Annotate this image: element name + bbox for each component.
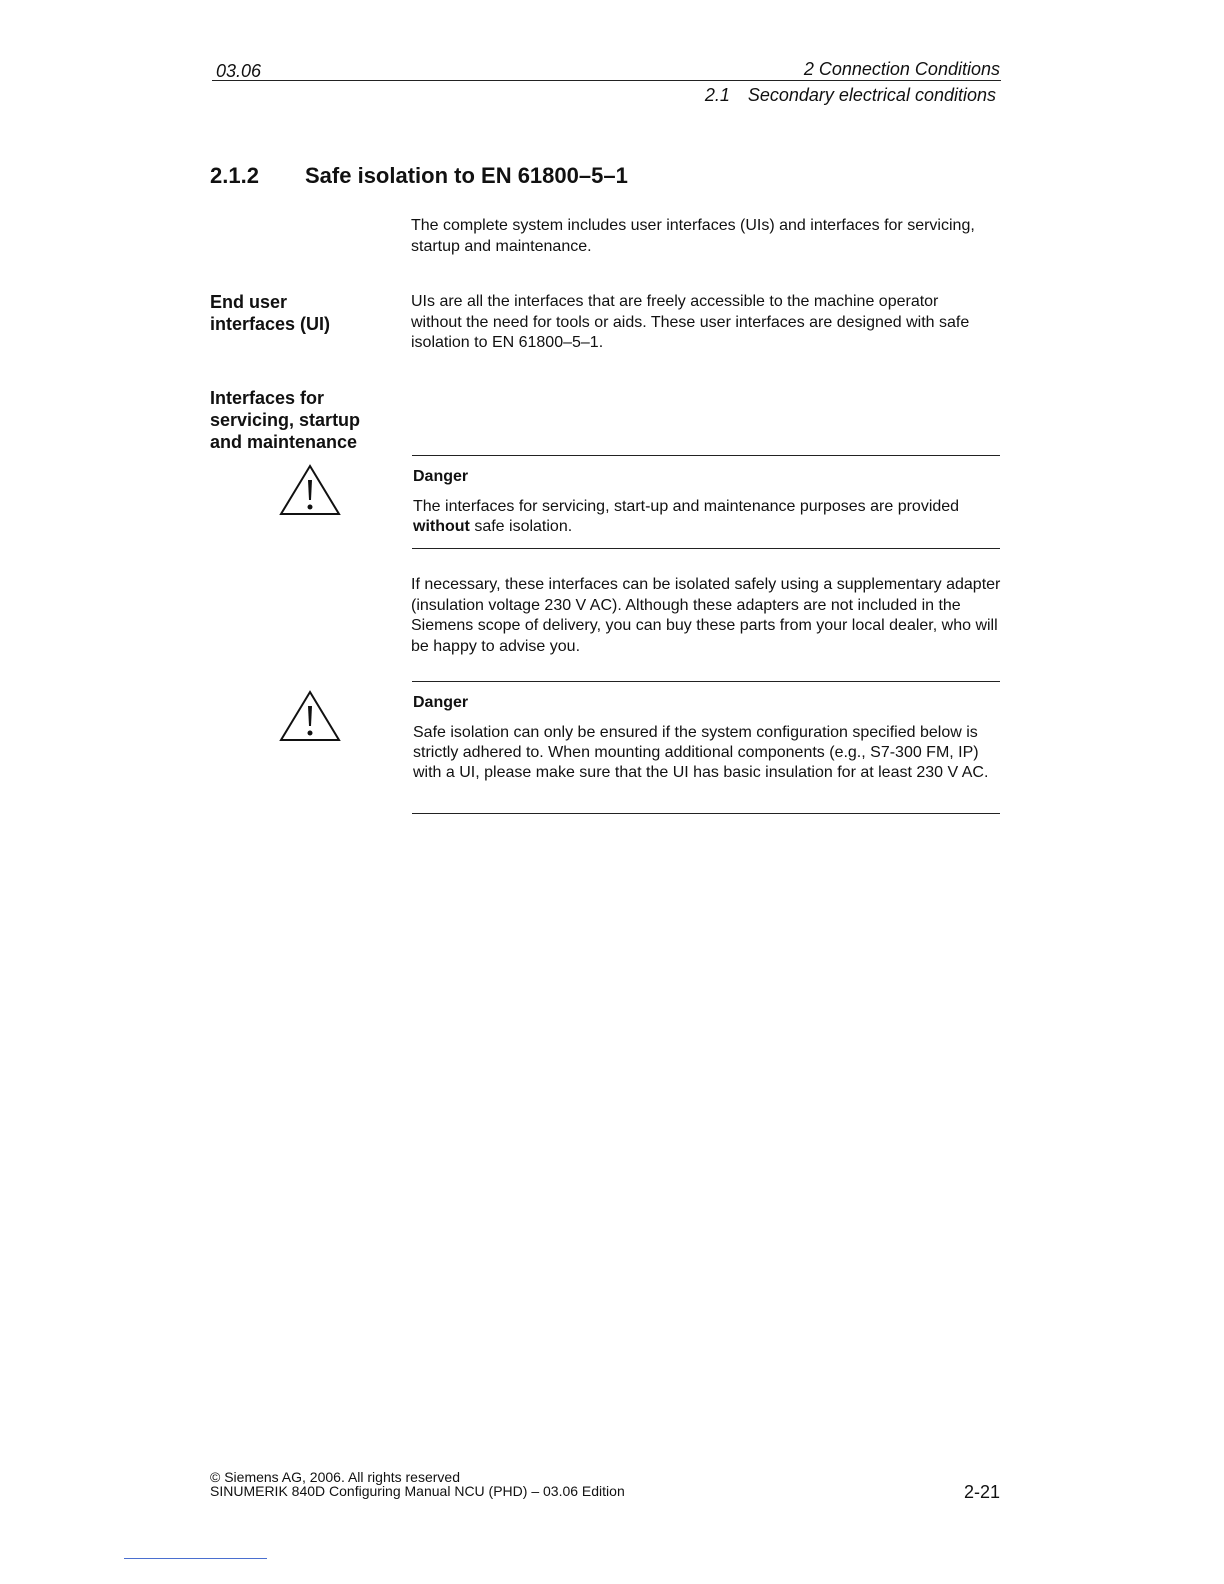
bottom-link-underline[interactable]	[124, 1558, 267, 1559]
danger1-text-bold: without	[413, 518, 470, 535]
danger2-title: Danger	[413, 694, 469, 711]
danger2-bottom-rule	[412, 813, 1000, 814]
danger2-top-rule	[412, 681, 1000, 682]
adapter-paragraph: If necessary, these interfaces can be isolated safely using a supplementary adapter (insulation voltage 230 V AC). Although these adapters are not included in the Siemens scope of delivery, you can buy these parts from your local dealer, who will be happy to advise you.	[411, 576, 1001, 655]
warning-triangle-icon	[278, 462, 342, 518]
footer	[210, 1470, 625, 1498]
servicing-heading-line2: servicing, startup	[210, 410, 361, 430]
end-user-heading	[210, 291, 395, 335]
end-user-paragraph: UIs are all the interfaces that are freely accessible to the machine operator without the need for tools or aids. These user interfaces are designed with safe isolation to EN 61800–5–1.	[411, 293, 970, 351]
servicing-heading-line3: and maintenance	[210, 432, 358, 452]
end-user-heading-line2: interfaces (UI)	[210, 314, 331, 334]
section-number: 2.1.2	[210, 163, 259, 188]
header-section-number: 2.1	[704, 85, 730, 105]
danger1-text-after: safe isolation.	[469, 518, 573, 535]
warning-triangle-icon	[278, 688, 342, 744]
header-date: 03.06	[216, 61, 262, 81]
servicing-heading	[210, 387, 395, 453]
header-chapter: 2 Connection Conditions	[803, 59, 1000, 79]
section-heading	[210, 163, 628, 189]
section-title: Safe isolation to EN 61800–5–1	[305, 163, 628, 188]
danger1-top-rule	[412, 455, 1000, 456]
footer-copyright: © Siemens AG, 2006. All rights reserved	[210, 1469, 460, 1485]
page-number: 2-21	[963, 1482, 1000, 1502]
danger1-title: Danger	[413, 468, 469, 485]
header-divider	[212, 80, 1001, 81]
header-section-title: Secondary electrical conditions	[747, 85, 996, 105]
footer-manual: SINUMERIK 840D Configuring Manual NCU (PHD) – 03.06 Edition	[210, 1483, 625, 1499]
danger1-text	[413, 497, 1003, 537]
servicing-heading-line1: Interfaces for	[210, 388, 325, 408]
danger1-text-before: The interfaces for servicing, start-up and maintenance purposes are provided	[413, 498, 960, 515]
end-user-heading-line1: End user	[210, 292, 288, 312]
intro-paragraph: The complete system includes user interfaces (UIs) and interfaces for servicing, startup and maintenance.	[411, 217, 975, 255]
danger2-text: Safe isolation can only be ensured if the system configuration specified below is strictly adhered to. When mounting additional components (e.g., S7-300 FM, IP) with a UI, please make sure that the UI has basic insulation for at least 230 V AC.	[413, 724, 989, 781]
header-section	[705, 85, 996, 106]
danger1-bottom-rule	[412, 548, 1000, 549]
